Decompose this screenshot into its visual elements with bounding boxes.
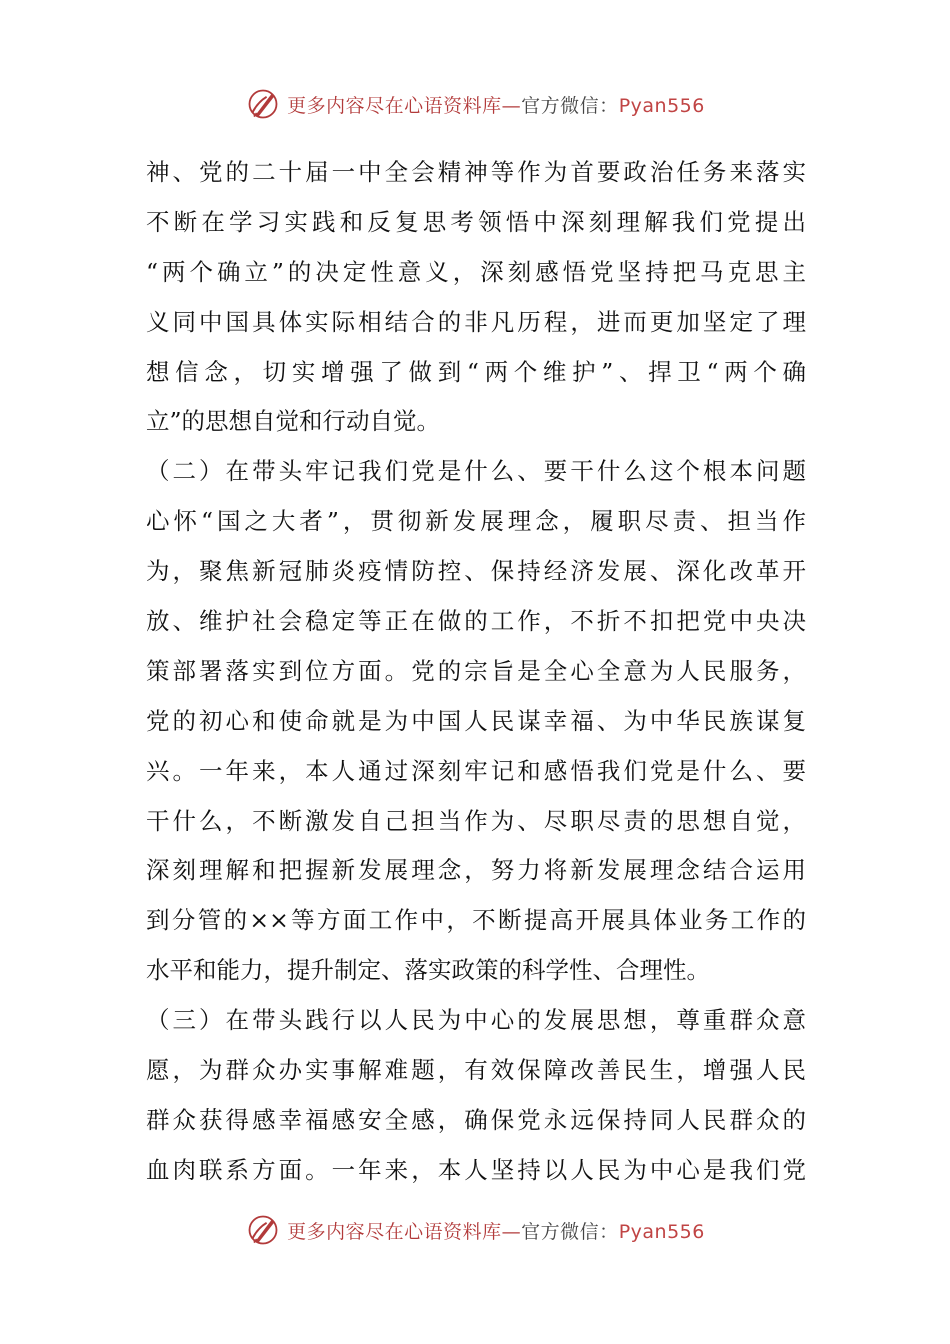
- body-line: 党的初心和使命就是为中国人民谋幸福、为中华民族谋复: [146, 706, 806, 735]
- footer-main-text: 更多内容尽在心语资料库: [287, 1220, 502, 1243]
- body-line: 义同中国具体实际相结合的非凡历程，进而更加坚定了理: [146, 307, 806, 336]
- body-line: 立”的思想自觉和行动自觉。: [146, 407, 441, 436]
- body-line: 群众获得感幸福感安全感，确保党永远保持同人民群众的: [146, 1105, 806, 1134]
- header-wechat-id: Pyan556: [618, 94, 705, 117]
- body-line: 血肉联系方面。一年来，本人坚持以人民为中心是我们党: [146, 1155, 806, 1184]
- body-line: 为，聚焦新冠肺炎疫情防控、保持经济发展、深化改革开: [146, 557, 806, 586]
- footer-wechat-id: Pyan556: [618, 1220, 705, 1243]
- body-line: 想信念，切实增强了做到“两个维护”、捍卫“两个确: [146, 357, 806, 386]
- body-line: 到分管的××等方面工作中，不断提高开展具体业务工作的: [146, 906, 806, 935]
- header-wechat-label: 官方微信：: [521, 94, 619, 117]
- body-line: 干什么，不断激发自己担当作为、尽职尽责的思想自觉，: [146, 806, 806, 835]
- footer-watermark-banner: [0, 1210, 950, 1250]
- body-line: 放、维护社会稳定等正在做的工作，不折不扣把党中央决: [146, 607, 806, 636]
- pen-logo-icon: [245, 86, 281, 122]
- footer-wechat-label: 官方微信：: [521, 1220, 619, 1243]
- body-line: 愿，为群众办实事解难题，有效保障改善民生，增强人民: [146, 1056, 806, 1085]
- footer-watermark-text: [287, 1217, 705, 1244]
- body-line: 不断在学习实践和反复思考领悟中深刻理解我们党提出: [146, 207, 806, 236]
- header-main-text: 更多内容尽在心语资料库: [287, 94, 502, 117]
- header-watermark-text: [287, 91, 705, 118]
- footer-dash: —: [501, 1220, 522, 1243]
- body-line: 深刻理解和把握新发展理念，努力将新发展理念结合运用: [146, 856, 806, 885]
- body-line: （二）在带头牢记我们党是什么、要干什么这个根本问题: [146, 457, 806, 486]
- body-line: “两个确立”的决定性意义，深刻感悟党坚持把马克思主: [146, 257, 806, 286]
- body-line: 水平和能力，提升制定、落实政策的科学性、合理性。: [146, 956, 710, 985]
- body-line: （三）在带头践行以人民为中心的发展思想，尊重群众意: [146, 1006, 806, 1035]
- pen-logo-icon: [245, 1212, 281, 1248]
- body-line: 策部署落实到位方面。党的宗旨是全心全意为人民服务，: [146, 656, 806, 685]
- body-line: 兴。一年来，本人通过深刻牢记和感悟我们党是什么、要: [146, 756, 806, 785]
- header-watermark-banner: [0, 84, 950, 124]
- body-line: 心怀“国之大者”，贯彻新发展理念，履职尽责、担当作: [146, 507, 806, 536]
- body-line: 神、党的二十届一中全会精神等作为首要政治任务来落实: [146, 158, 806, 186]
- header-dash: —: [501, 94, 522, 117]
- document-body: [146, 148, 806, 1196]
